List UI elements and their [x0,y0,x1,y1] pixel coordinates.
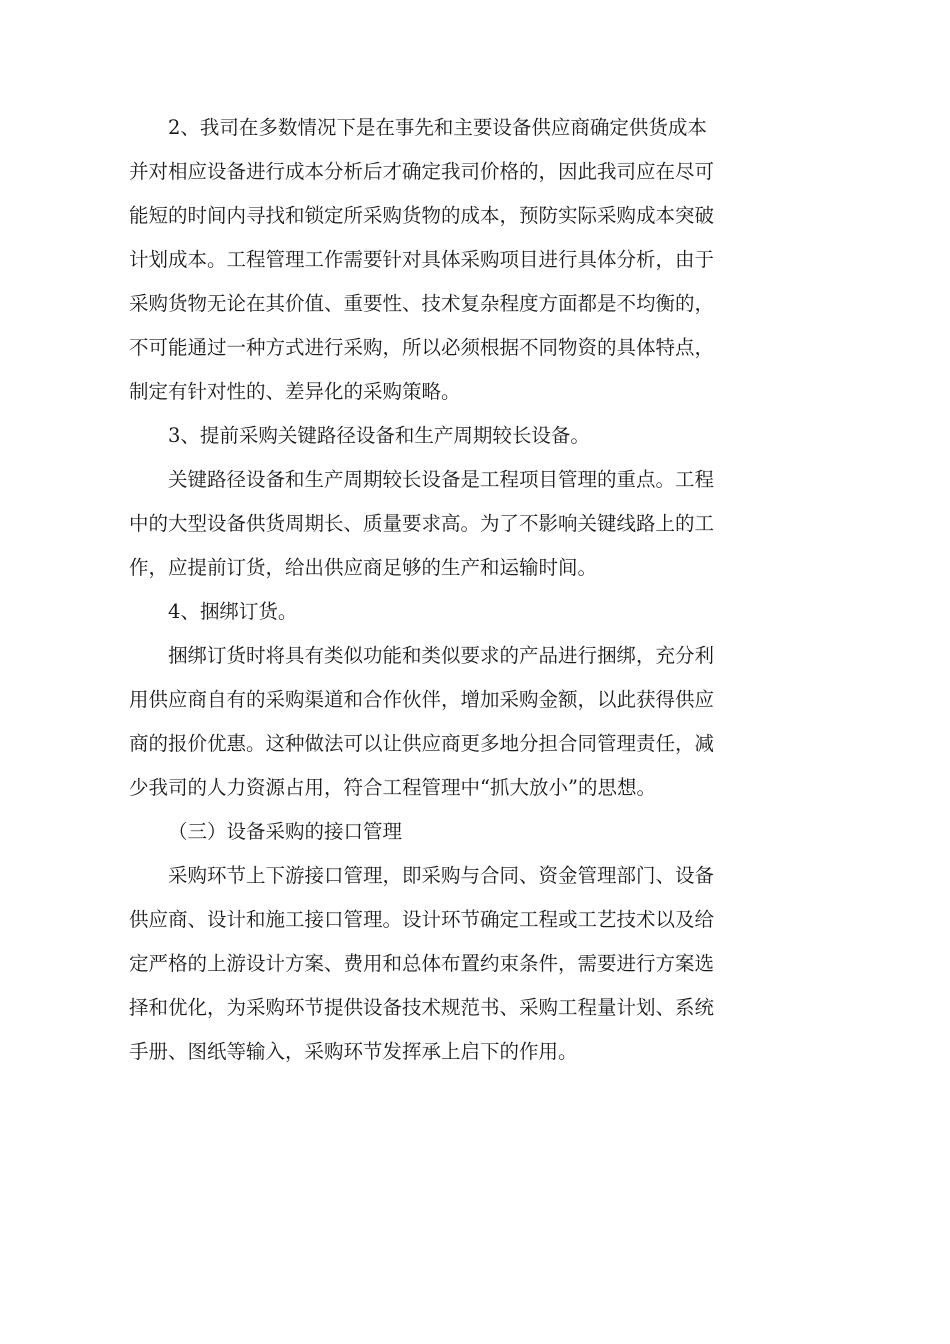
text-line: 捆绑订货时将具有类似功能和类似要求的产品进行捆绑，充分利 [168,644,715,667]
heading-text: 3、提前采购关键路径设备和生产周期较长设备。 [168,424,590,447]
text-line: 定严格的上游设计方案、费用和总体布置约束条件，需要进行方案选 [129,952,715,975]
text-line: 能短的时间内寻找和锁定所采购货物的成本，预防实际采购成本突破 [129,204,715,227]
paragraph-critical-path [129,458,721,590]
text-line: 中的大型设备供货周期长、质量要求高。为了不影响关键线路上的工 [129,512,715,535]
heading-text: （三）设备采购的接口管理 [168,820,403,843]
text-line: 计划成本。工程管理工作需要针对具体采购项目进行具体分析，由于 [129,248,715,271]
text-line: 供应商、设计和施工接口管理。设计环节确定工程或工艺技术以及给 [129,908,715,931]
section-subheading-interface-management [129,810,721,854]
text-line: 并对相应设备进行成本分析后才确定我司价格的，因此我司应在尽可 [129,160,715,183]
section-heading-early-procurement [129,414,721,458]
paragraph-interface-management [129,854,721,1074]
text-line: 作，应提前订货，给出供应商足够的生产和运输时间。 [129,556,598,579]
text-line: 商的报价优惠。这种做法可以让供应商更多地分担合同管理责任，减 [129,732,715,755]
text-line: 2、我司在多数情况下是在事先和主要设备供应商确定供货成本 [168,116,707,139]
text-line: 择和优化，为采购环节提供设备技术规范书、采购工程量计划、系统 [129,996,715,1019]
paragraph-bundled-ordering [129,634,721,810]
text-line: 关键路径设备和生产周期较长设备是工程项目管理的重点。工程 [168,468,715,491]
text-line: 不可能通过一种方式进行采购，所以必须根据不同物资的具体特点， [129,336,715,359]
text-line: 少我司的人力资源占用，符合工程管理中“抓大放小”的思想。 [129,776,656,799]
text-line: 制定有针对性的、差异化的采购策略。 [129,380,461,403]
text-line: 采购环节上下游接口管理，即采购与合同、资金管理部门、设备 [168,864,715,887]
text-line: 采购货物无论在其价值、重要性、技术复杂程度方面都是不均衡的， [129,292,715,315]
text-line: 用供应商自有的采购渠道和合作伙伴，增加采购金额，以此获得供应 [129,688,715,711]
document-body [129,106,721,1074]
heading-text: 4、捆绑订货。 [168,600,298,623]
paragraph-cost-control [129,106,721,414]
text-line: 手册、图纸等输入，采购环节发挥承上启下的作用。 [129,1040,578,1063]
section-heading-bundled-ordering [129,590,721,634]
